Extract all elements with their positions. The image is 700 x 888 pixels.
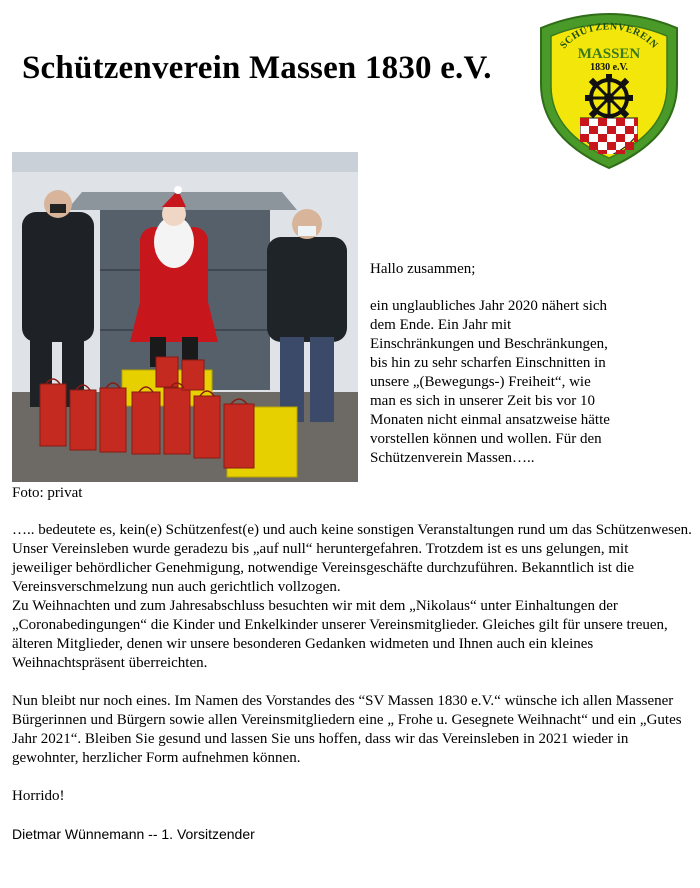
greeting: Hallo zusammen; — [370, 261, 476, 277]
crest-ring-text: SCHÜTZENVEREIN — [558, 21, 660, 52]
intro-paragraph: ein unglaubliches Jahr 2020 nähert sich dem Ende. Ein Jahr mit Einschränkungen und Beschränkungen, bis hin zu sehr scharfen Einschnitten in unsere „(Bewegungs-) Freiheit“, wie man es sich in unserer Zeit bis vor 10 Monaten nicht einmal ansatzweise hätte vorstellen können und wollen. Für den Schützenverein Massen….. — [370, 298, 610, 466]
letter-body — [12, 521, 692, 863]
body-paragraph-1: ….. bedeutete es, kein(e) Schützenfest(e) und auch keine sonstigen Veranstaltungen rund um das Schützenwesen. Unser Vereinsleben wurde geradezu bis „auf null“ heruntergefahren. Trotzdem ist es uns gelungen, mit jeweiliger behördlicher Genehmigung, notwendige Vereinsgeschäfte durchzuführen. Bekanntlich ist die Vereinsverschmelzung nun auch gerichtlich vollzogen. — [12, 522, 692, 595]
mill-wheel-icon — [585, 74, 633, 122]
photo-caption: Foto: privat — [12, 485, 83, 501]
crest-name: MASSEN — [577, 46, 641, 62]
christmas-photo — [12, 152, 358, 482]
page-title: Schützenverein Massen 1830 e.V. — [22, 50, 492, 86]
crest-year: 1830 e.V. — [590, 62, 628, 73]
intro-text-block — [370, 260, 615, 486]
body-paragraph-3: Nun bleibt nur noch eines. Im Namen des Vorstandes des “SV Massen 1830 e.V.“ wünsche ich allen Massener Bürgerinnen und Bürgern sowie allen Vereinsmitgliedern eine „ Frohe u. Gesegnete Weihnacht“ und ein „Gutes Jahr 2021“. Bleiben Sie gesund und lassen Sie uns hoffen, dass wir das Vereinsleben in 2021 wieder in gewohnter, herzlicher Form aufnehmen können. — [12, 693, 682, 766]
person-right — [267, 237, 347, 342]
closing-line: Horrido! — [12, 788, 65, 804]
signature: Dietmar Wünnemann -- 1. Vorsitzender — [12, 826, 255, 842]
body-paragraph-2: Zu Weihnachten und zum Jahresabschluss besuchten wir mit dem „Nikolaus“ unter Einhaltungen der „Coronabedingungen“ die Kinder und Enkelkinder unserer Vereinsmitglieder. Gleiches gilt für unsere treuen, älteren Mitglieder, denen wir unsere besonderen Gedanken widmeten und Ihnen auch ein kleines Weihnachtspräsent überreichten. — [12, 598, 668, 671]
club-crest-logo — [535, 6, 683, 170]
